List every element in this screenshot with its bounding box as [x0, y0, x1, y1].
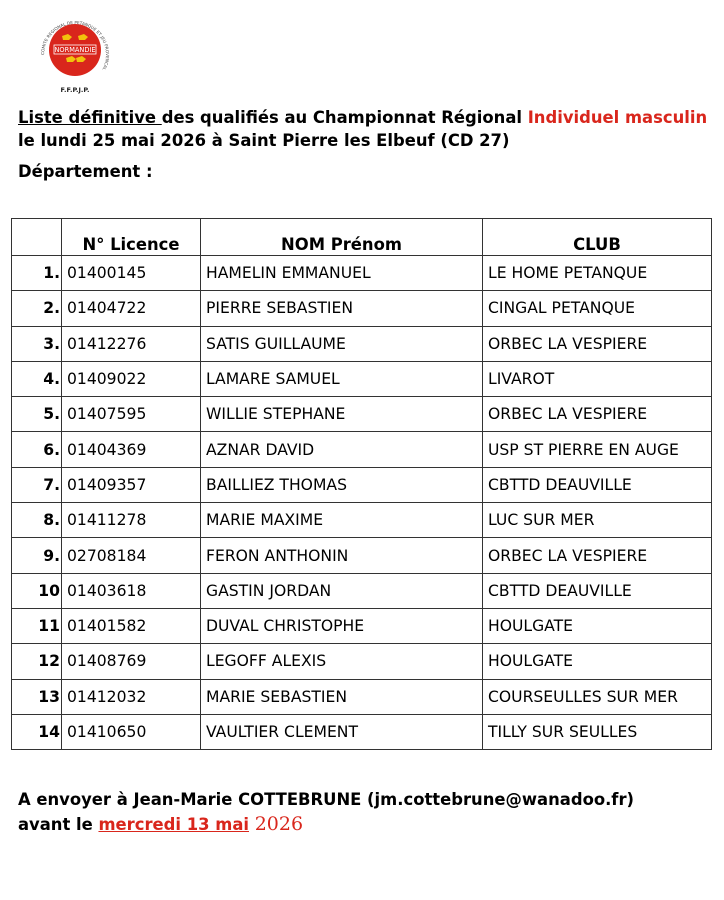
footer-send-to: A envoyer à Jean-Marie COTTEBRUNE (jm.cottebrune@wanadoo.fr): [18, 790, 635, 809]
row-rank: 1.: [12, 256, 62, 291]
row-name: GASTIN JORDAN: [201, 573, 483, 608]
row-name: MARIE SEBASTIEN: [201, 679, 483, 714]
table-row: [12, 503, 712, 538]
heading-category: Individuel masculin: [527, 108, 708, 127]
row-name: BAILLIEZ THOMAS: [201, 467, 483, 502]
row-club: COURSEULLES SUR MER: [483, 679, 712, 714]
row-club: HOULGATE: [483, 644, 712, 679]
table-row: [12, 397, 712, 432]
header-rank: [12, 219, 62, 256]
row-rank: 2.: [12, 291, 62, 326]
row-rank: 12: [12, 644, 62, 679]
row-rank: 13: [12, 679, 62, 714]
row-club: USP ST PIERRE EN AUGE: [483, 432, 712, 467]
table-row: [12, 432, 712, 467]
row-club: LIVAROT: [483, 361, 712, 396]
row-licence: 01409357: [62, 467, 201, 502]
table-row: [12, 256, 712, 291]
table-header-row: [12, 219, 712, 256]
row-rank: 5.: [12, 397, 62, 432]
header-name: NOM Prénom: [201, 219, 483, 256]
row-name: LAMARE SAMUEL: [201, 361, 483, 396]
footer-deadline-date: mercredi 13 mai: [98, 815, 249, 834]
svg-text:COMITE REGIONAL DE PETANQUE ET: COMITE REGIONAL DE PETANQUE ET JEU PROVENCAL: [39, 19, 111, 72]
row-licence: 02708184: [62, 538, 201, 573]
qualified-players-table: [11, 218, 712, 750]
footer-deadline: [18, 812, 708, 837]
row-licence: 01412276: [62, 326, 201, 361]
row-club: LE HOME PETANQUE: [483, 256, 712, 291]
row-club: ORBEC LA VESPIERE: [483, 326, 712, 361]
document-heading: [18, 106, 708, 152]
svg-text:NORMANDIE: NORMANDIE: [54, 46, 96, 54]
row-name: PIERRE SEBASTIEN: [201, 291, 483, 326]
row-name: DUVAL CHRISTOPHE: [201, 608, 483, 643]
row-rank: 9.: [12, 538, 62, 573]
row-club: CBTTD DEAUVILLE: [483, 573, 712, 608]
row-rank: 4.: [12, 361, 62, 396]
row-rank: 3.: [12, 326, 62, 361]
row-club: HOULGATE: [483, 608, 712, 643]
row-licence: 01411278: [62, 503, 201, 538]
row-licence: 01403618: [62, 573, 201, 608]
row-name: FERON ANTHONIN: [201, 538, 483, 573]
header-licence: N° Licence: [62, 219, 201, 256]
row-licence: 01412032: [62, 679, 201, 714]
row-name: AZNAR DAVID: [201, 432, 483, 467]
row-name: VAULTIER CLEMENT: [201, 714, 483, 749]
row-club: CINGAL PETANQUE: [483, 291, 712, 326]
table-row: [12, 573, 712, 608]
heading-definitive-list: Liste définitive: [18, 108, 162, 127]
row-licence: 01408769: [62, 644, 201, 679]
row-licence: 01404369: [62, 432, 201, 467]
table-row: [12, 679, 712, 714]
row-rank: 14: [12, 714, 62, 749]
row-name: MARIE MAXIME: [201, 503, 483, 538]
row-rank: 11: [12, 608, 62, 643]
row-licence: 01409022: [62, 361, 201, 396]
table-row: [12, 644, 712, 679]
row-club: TILLY SUR SEULLES: [483, 714, 712, 749]
table-row: [12, 326, 712, 361]
department-label: Département :: [18, 162, 153, 181]
footer-deadline-prefix: avant le: [18, 815, 99, 834]
table-row: [12, 608, 712, 643]
header-club: CLUB: [483, 219, 712, 256]
row-rank: 10: [12, 573, 62, 608]
footer-instructions: [18, 787, 708, 837]
table-row: [12, 714, 712, 749]
row-club: ORBEC LA VESPIERE: [483, 538, 712, 573]
row-rank: 8.: [12, 503, 62, 538]
row-licence: 01401582: [62, 608, 201, 643]
row-rank: 6.: [12, 432, 62, 467]
table-row: [12, 291, 712, 326]
row-licence: 01407595: [62, 397, 201, 432]
heading-date-place: le lundi 25 mai 2026 à Saint Pierre les Elbeuf (CD 27): [18, 131, 510, 150]
table-row: [12, 467, 712, 502]
row-club: CBTTD DEAUVILLE: [483, 467, 712, 502]
table-row: [12, 538, 712, 573]
row-name: SATIS GUILLAUME: [201, 326, 483, 361]
row-club: LUC SUR MER: [483, 503, 712, 538]
row-rank: 7.: [12, 467, 62, 502]
row-licence: 01410650: [62, 714, 201, 749]
row-name: LEGOFF ALEXIS: [201, 644, 483, 679]
footer-deadline-year: 2026: [254, 813, 304, 835]
heading-qualified-text: des qualifiés au Championnat Régional: [161, 108, 528, 127]
row-club: ORBEC LA VESPIERE: [483, 397, 712, 432]
row-name: WILLIE STEPHANE: [201, 397, 483, 432]
row-name: HAMELIN EMMANUEL: [201, 256, 483, 291]
row-licence: 01404722: [62, 291, 201, 326]
ffpjp-normandie-logo: [34, 14, 116, 96]
svg-text:F.F.P.J.P.: F.F.P.J.P.: [60, 86, 90, 94]
row-licence: 01400145: [62, 256, 201, 291]
table-row: [12, 361, 712, 396]
